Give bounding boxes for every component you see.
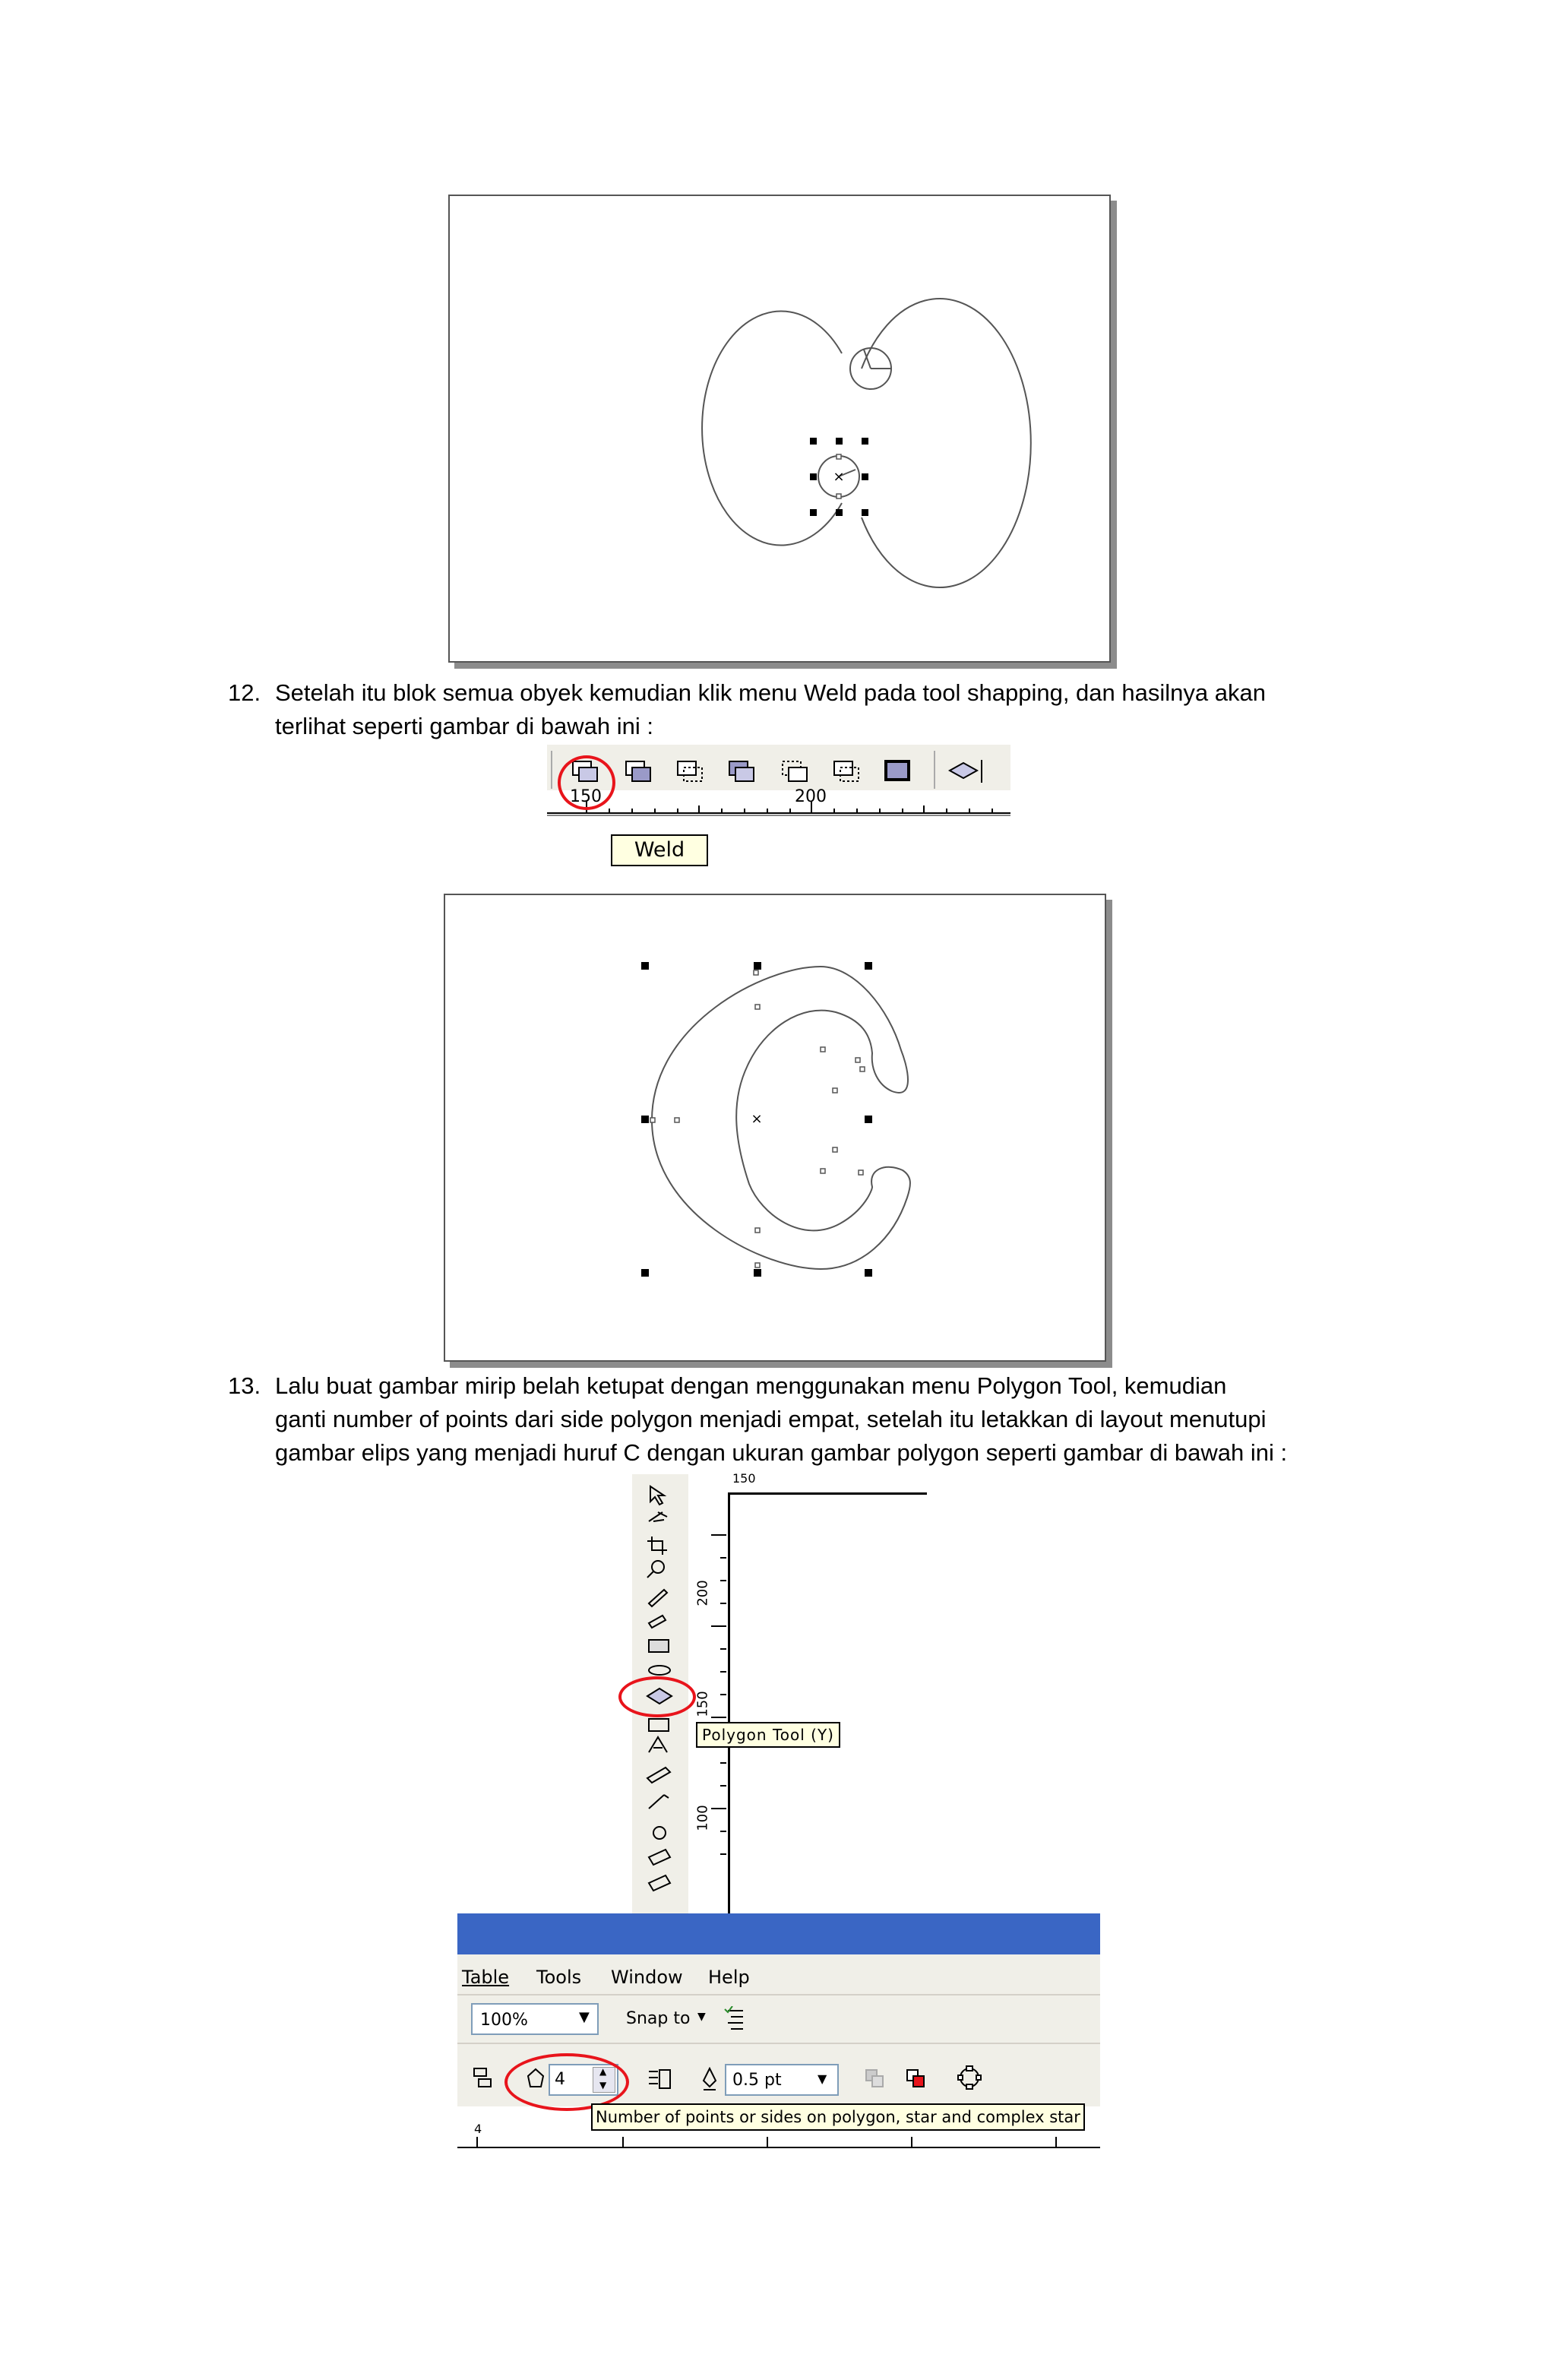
chevron-down-icon: ▼: [579, 2009, 590, 2025]
zoom-tool-icon: [652, 1561, 664, 1573]
svg-text:×: ×: [751, 1111, 763, 1127]
step-text-line: Setelah itu blok semua obyek kemudian klik menu Weld pada tool shapping, dan hasilnya akan: [275, 679, 1266, 706]
snap-to-label[interactable]: Snap to: [626, 2009, 691, 2028]
shaping-toolbar-icons: [547, 745, 1010, 790]
text-tool-icon: [649, 1737, 667, 1752]
to-back-icon[interactable]: [904, 2067, 927, 2090]
rectangle-tool-icon: [649, 1640, 669, 1652]
ellipse-tool-icon: [649, 1666, 670, 1675]
weld-button-highlight[interactable]: [558, 755, 615, 810]
welded-c-drawing: [445, 895, 1105, 1360]
ruler-label: 200: [694, 1580, 711, 1606]
chevron-down-icon: ▼: [818, 2071, 827, 2086]
back-minus-front-icon: [834, 761, 859, 781]
polygon-star-icon[interactable]: [471, 2065, 494, 2091]
front-minus-back-icon: [783, 761, 807, 781]
menu-tools[interactable]: Tools: [536, 1967, 582, 1988]
weld-tooltip: Weld: [611, 834, 708, 866]
ruler-label: 100: [694, 1805, 711, 1831]
points-input-highlight: [504, 2053, 629, 2111]
crop-tool-icon: [647, 1537, 667, 1555]
polygon-tool-tooltip: Polygon Tool (Y): [696, 1722, 840, 1748]
outline-width-value: 0.5 pt: [732, 2071, 782, 2090]
intersect-icon: [678, 761, 702, 781]
step-number: 13.: [228, 1372, 261, 1399]
horizontal-ruler: [547, 787, 1010, 815]
menu-table[interactable]: Table: [462, 1967, 510, 1988]
pick-tool-icon: [650, 1486, 664, 1505]
basic-shapes-icon: [649, 1719, 669, 1731]
interactive-fill-icon: [649, 1875, 670, 1891]
to-front-icon[interactable]: [863, 2067, 886, 2090]
snap-options-icon[interactable]: [723, 2006, 746, 2033]
zoom-select[interactable]: [471, 2003, 599, 2035]
shaping-toolbar: [547, 745, 1010, 816]
shape-tool-icon: [649, 1512, 667, 1521]
trim-icon: [626, 761, 650, 781]
bottom-ruler: [457, 2122, 1100, 2149]
outline-pen-icon: [701, 2067, 719, 2091]
convert-to-curves-icon[interactable]: [956, 2064, 983, 2091]
interactive-blend-icon: [647, 1768, 670, 1783]
outline-width-select[interactable]: [725, 2064, 839, 2096]
points-tooltip: Number of points or sides on polygon, star and complex star: [591, 2103, 1085, 2131]
stepper-up-icon[interactable]: ▲: [599, 2066, 607, 2077]
freehand-tool-icon: [649, 1590, 667, 1606]
step-text-line: gambar elips yang menjadi huruf C dengan ukuran gambar polygon seperti gambar di bawah ini :: [275, 1439, 1288, 1466]
step-text-line: terlihat seperti gambar di bawah ini :: [275, 713, 653, 739]
horizontal-ruler-top: [728, 1471, 927, 1495]
inner-ellipse-arc: [702, 312, 845, 546]
points-value: 4: [555, 2070, 565, 2089]
fill-tool-icon: [649, 1850, 670, 1865]
ruler-label: 4: [474, 2122, 482, 2136]
wrap-paragraph-icon[interactable]: [647, 2067, 672, 2093]
step-12: [228, 676, 1444, 745]
ruler-label: 150: [570, 787, 602, 806]
zoom-value: 100%: [480, 2011, 528, 2030]
chevron-down-icon[interactable]: ▼: [697, 2011, 706, 2023]
smart-fill-icon: [649, 1616, 666, 1628]
outline-tool-icon: [653, 1827, 666, 1839]
step-text-line: ganti number of points dari side polygon menjadi empat, setelah itu letakkan di layout menutupi: [275, 1406, 1267, 1432]
stepper-down-icon[interactable]: ▼: [599, 2080, 607, 2090]
polygon-tool-highlight[interactable]: [618, 1676, 696, 1717]
figure-c-shape-before-weld: [448, 195, 1111, 663]
figure-c-shape-after-weld: [444, 894, 1106, 1362]
menu-help[interactable]: Help: [708, 1967, 750, 1988]
simplify-icon: [729, 761, 754, 781]
svg-text:×: ×: [833, 469, 845, 485]
ruler-label: 200: [795, 787, 827, 806]
ruler-label: 150: [694, 1691, 711, 1717]
align-icon: [950, 760, 982, 783]
step-number: 12.: [228, 679, 261, 706]
title-bar: [457, 1913, 1100, 1954]
c-shape-drawing: [450, 196, 1109, 661]
eyedropper-icon: [649, 1795, 669, 1809]
boundary-icon: [886, 761, 909, 780]
ruler-label: 150: [732, 1471, 756, 1486]
step-13: [228, 1369, 1444, 1471]
menu-window[interactable]: Window: [611, 1967, 683, 1988]
outer-ellipse-arc: [862, 299, 1031, 587]
step-text-line: Lalu buat gambar mirip belah ketupat dengan menggunakan menu Polygon Tool, kemudian: [275, 1372, 1227, 1399]
